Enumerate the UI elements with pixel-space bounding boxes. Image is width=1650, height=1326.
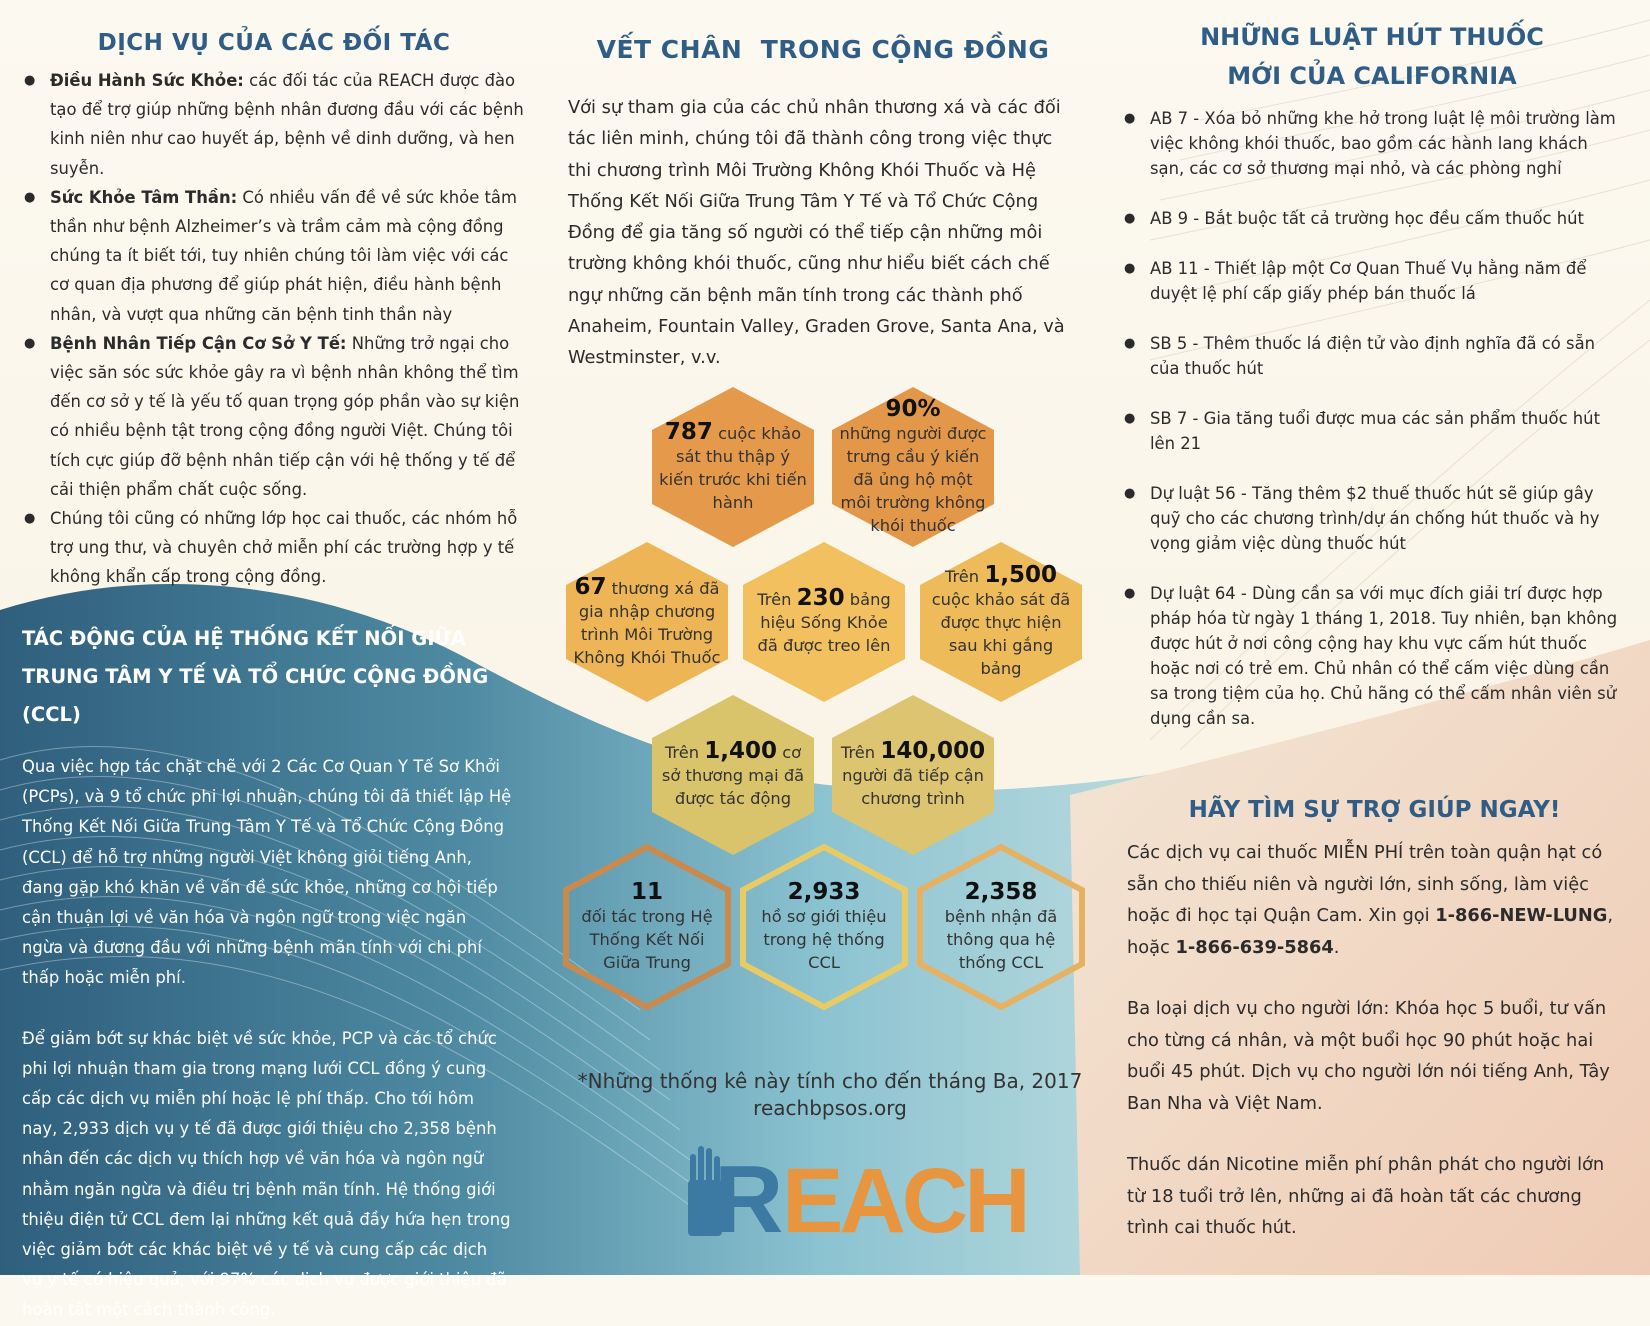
stat-hex xyxy=(918,540,1084,704)
stat-label: đối tác trong Hệ Thống Kết Nối Giữa Trung xyxy=(581,906,713,972)
stat-label: người đã tiếp cận chương trình xyxy=(842,766,984,808)
smoking-laws-title-line2: MỚI CỦA CALIFORNIA xyxy=(1227,62,1517,90)
ccl-impact-title-line1: TÁC ĐỘNG CỦA HỆ THỐNG KẾT NỐI GIỮA xyxy=(22,627,466,650)
ccl-impact-paragraph-1: Qua việc hợp tác chặt chẽ với 2 Các Cơ Quan Y Tế Sơ Khởi (PCPs), và 9 tổ chức phi lợi nhuận, chúng tôi đã thiết lập Hệ Thống Kết Nối Giữa Trung Tâm Y Tế và Tổ Chức Cộng Đồng (CCL) để hỗ trợ những người Việt không giỏi tiếng Anh, đang gặp khó khăn về vấn đề sức khỏe, những cơ hội tiếp cận thuận lợi về văn hóa và ngôn ngữ trong việc ngăn ngừa và đương đầu với những bệnh mãn tính với chi phí thấp hoặc miễn phí. xyxy=(22,757,512,988)
phone-number-2[interactable]: 1-866-639-5864 xyxy=(1175,936,1334,958)
item-text: các đối tác của REACH được đào tạo để trợ giúp những bệnh nhân đương đầu với các bệnh kinh niên như cao huyết áp, bệnh về dinh dưỡng, và hen suyễn. xyxy=(50,71,524,178)
help-text: Các dịch vụ cai thuốc MIỄN PHÍ trên toàn quận hạt có sẵn cho thiếu niên và người lớn, sinh sống, làm việc hoặc đi học tại Quận Cam. Xin gọi xyxy=(1127,842,1603,926)
stat-number: 11 xyxy=(630,878,663,905)
stat-number: 2,358 xyxy=(964,878,1038,905)
smoking-laws-title-line1: NHỮNG LUẬT HÚT THUỐC xyxy=(1200,23,1544,51)
stat-text xyxy=(564,878,730,974)
community-footprint-title: VẾT CHÂN TRONG CỘNG ĐỒNG xyxy=(596,35,1050,64)
ccl-impact-title xyxy=(22,620,512,734)
stat-number: 1,400 xyxy=(704,738,778,764)
stat-prefix: Trên xyxy=(840,743,881,762)
stat-hex xyxy=(741,845,907,1009)
stat-text xyxy=(830,395,996,537)
phone-number-1[interactable]: 1-866-NEW-LUNG xyxy=(1435,905,1608,926)
stat-hex xyxy=(830,693,996,857)
list-item: ● AB 7 - Xóa bỏ những khe hở trong luật lệ môi trường làm việc không khói thuốc, bao gồm các hành lang khách sạn, các cơ sở thương mại nhỏ, và các phòng nghỉ xyxy=(1122,106,1622,181)
get-help-title: HÃY TÌM SỰ TRỢ GIÚP NGAY! xyxy=(1188,797,1561,823)
stat-label: những người được trưng cầu ý kiến đã ủng hộ một môi trường không khói thuốc xyxy=(839,423,987,535)
partner-services-section xyxy=(22,30,526,592)
stat-text xyxy=(650,418,816,514)
stat-number: 140,000 xyxy=(880,738,986,764)
stat-number: 787 xyxy=(664,418,713,445)
community-footprint-section xyxy=(568,35,1078,374)
stat-text xyxy=(830,740,996,810)
item-label: Điều Hành Sức Khỏe: xyxy=(50,71,244,90)
list-item xyxy=(22,504,526,592)
smoking-laws-section xyxy=(1122,18,1622,756)
stat-label: cuộc khảo sát thu thập ý kiến trước khi tiến hành xyxy=(659,423,807,512)
stat-label: cơ sở thương mại đã được tác động xyxy=(661,743,805,808)
stat-label: cuộc khảo sát đã được thực hiện sau khi gắng bảng xyxy=(931,590,1071,678)
help-text: . xyxy=(1333,936,1340,958)
stat-label: hồ sơ giới thiệu trong hệ thống CCL xyxy=(761,906,887,972)
stat-text xyxy=(918,878,1084,974)
list-item: ● SB 7 - Gia tăng tuổi được mua các sản phẩm thuốc hút lên 21 xyxy=(1122,406,1622,456)
stat-number: 230 xyxy=(796,585,845,611)
stat-number: 90% xyxy=(885,395,941,422)
stat-text xyxy=(564,573,730,669)
list-item: ● SB 5 - Thêm thuốc lá điện tử vào định nghĩa đã có sẵn của thuốc hút xyxy=(1122,331,1622,381)
logo-letter-r: R xyxy=(714,1146,780,1253)
stat-hex xyxy=(564,540,730,704)
partner-services-list xyxy=(22,66,526,592)
list-item xyxy=(22,66,526,183)
footnote-block xyxy=(560,1068,1100,1122)
stat-hex xyxy=(564,845,730,1009)
smoking-laws-list xyxy=(1122,106,1622,731)
logo-letters-each: EACH xyxy=(782,1150,1027,1252)
ccl-impact-section xyxy=(22,620,512,1326)
get-help-section xyxy=(1127,797,1622,1244)
list-item xyxy=(22,329,526,504)
stat-hex xyxy=(830,385,996,549)
stat-prefix: Trên xyxy=(664,743,705,762)
stat-text xyxy=(918,564,1084,680)
list-item: ● AB 9 - Bắt buộc tất cả trường học đều cấm thuốc hút xyxy=(1122,206,1622,231)
website-link[interactable]: reachbpsos.org xyxy=(753,1096,907,1120)
item-label: Bệnh Nhân Tiếp Cận Cơ Sở Y Tế: xyxy=(50,333,347,353)
item-text: Chúng tôi cũng có những lớp học cai thuốc, các nhóm hỗ trợ ung thư, và chuyên chở miễn phí các trường hợp y tế không khẩn cấp trong cộng đồng. xyxy=(50,509,518,587)
stats-footnote: *Những thống kê này tính cho đến tháng Ba, 2017 xyxy=(577,1069,1083,1093)
get-help-paragraph-2: Ba loại dịch vụ cho người lớn: Khóa học 5 buổi, tư vấn cho từng cá nhân, và một buổi học 90 phút hoặc hai buổi 45 phút. Dịch vụ cho người lớn nói tiếng Anh, Tây Ban Nha và Việt Nam. xyxy=(1127,998,1610,1114)
partner-services-title: DỊCH VỤ CỦA CÁC ĐỐI TÁC xyxy=(97,30,451,56)
stat-hex xyxy=(650,693,816,857)
list-item: ● Dự luật 64 - Dùng cần sa với mục đích giải trí được hợp pháp hóa từ ngày 1 tháng 1, 2018. Tuy nhiên, bạn không được hút ở nơi công cộng hay khu vực cấm hút thuốc hoặc nơi có trẻ em. Chủ nhân có thể cấm việc dùng cần sa trong tiệm của họ. Chủ hãng có thể cấm nhân viên sử dụng cần sa. xyxy=(1122,581,1622,731)
stat-text xyxy=(741,878,907,974)
stat-number: 67 xyxy=(574,573,607,600)
get-help-paragraph-1 xyxy=(1127,837,1622,963)
get-help-paragraph-3: Thuốc dán Nicotine miễn phí phân phát cho người lớn từ 18 tuổi trở lên, những ai đã hoàn tất các chương trình cai thuốc hút. xyxy=(1127,1154,1605,1238)
list-item: ● AB 11 - Thiết lập một Cơ Quan Thuế Vụ hằng năm để duyệt lệ phí cấp giấy phép bán thuốc lá xyxy=(1122,256,1622,306)
list-item xyxy=(22,183,526,329)
smoking-laws-title xyxy=(1122,18,1622,96)
help-text: , hoặc xyxy=(1127,905,1613,958)
stat-prefix: Trên xyxy=(944,567,985,586)
stat-prefix: Trên xyxy=(757,590,797,609)
stat-text xyxy=(741,587,907,657)
stat-label: thương xá đã gia nhập chương trình Môi Trường Không Khói Thuốc xyxy=(573,578,721,667)
stat-number: 1,500 xyxy=(984,562,1058,588)
item-text: Có nhiều vấn đề về sức khỏe tâm thần như bệnh Alzheimer’s và trầm cảm mà cộng đồng chúng ta ít biết tới, tuy nhiên chúng tôi làm việc với các cơ quan địa phương để giúp phát hiện, điều hành bệnh nhân, và vượt qua những căn bệnh tinh thần này xyxy=(50,187,517,324)
stat-hex xyxy=(741,540,907,704)
item-label: Sức Khỏe Tâm Thần: xyxy=(50,187,238,207)
stat-number: 2,933 xyxy=(787,878,861,905)
ccl-impact-title-line2: TRUNG TÂM Y TẾ VÀ TỔ CHỨC CỘNG ĐỒNG (CCL) xyxy=(22,665,489,726)
stat-hex xyxy=(918,845,1084,1009)
item-text: Những trở ngại cho việc săn sóc sức khỏe gây ra vì bệnh nhân không thể tìm đến cơ sở y tế là yếu tố quan trọng góp phần vào sự kiện có nhiều bệnh tật trong cộng đồng người Việt. Chúng tôi tích cực giúp đỡ bệnh nhân tiếp cận với hệ thống y tế để cải thiện phẩm chất cuộc sống. xyxy=(50,333,520,499)
stat-hex xyxy=(650,385,816,549)
stat-label: bệnh nhận đã thông qua hệ thống CCL xyxy=(944,906,1058,972)
community-footprint-intro: Với sự tham gia của các chủ nhân thương xá và các đối tác liên minh, chúng tôi đã thành công trong việc thực thi chương trình Môi Trường Không Khói Thuốc và Hệ Thống Kết Nối Giữa Trung Tâm Y Tế và Tổ Chức Cộng Đồng để gia tăng số người có thể tiếp cận những môi trường không khói thuốc, cũng như hiểu biết cách chế ngự những căn bệnh mãn tính trong các thành phố Anaheim, Fountain Valley, Graden Grove, Santa Ana, và Westminster, v.v. xyxy=(568,97,1065,369)
reach-logo xyxy=(684,1140,1027,1253)
list-item: ● Dự luật 56 - Tăng thêm $2 thuế thuốc hút sẽ giúp gây quỹ cho các chương trình/dự án chống hút thuốc và hy vọng giảm việc dùng thuốc hút xyxy=(1122,481,1622,556)
stat-label: bảng hiệu Sống Khỏe đã được treo lên xyxy=(757,590,891,655)
stat-text xyxy=(650,740,816,810)
ccl-impact-paragraph-2: Để giảm bớt sự khác biệt về sức khỏe, PCP và các tổ chức phi lợi nhuận tham gia trong mạng lưới CCL đồng ý cung cấp các dịch vụ miễn phí hoặc lệ phí thấp. Cho tới hôm nay, 2,933 dịch vụ y tế đã được giới thiệu cho 2,358 bệnh nhân đến các dịch vụ thích hợp về văn hóa và ngôn ngữ nhằm ngăn ngừa và điều trị bệnh mãn tính. Hệ thống giới thiệu điện tử CCL đem lại những kết quả đầy hứa hẹn trong việc giảm bớt các khác biệt về y tế và cung cấp các dịch vụ y tế có hiệu quả, với 97% các dịch vụ được giới thiệu đã hoàn tất một cách thành công. xyxy=(22,1028,511,1320)
